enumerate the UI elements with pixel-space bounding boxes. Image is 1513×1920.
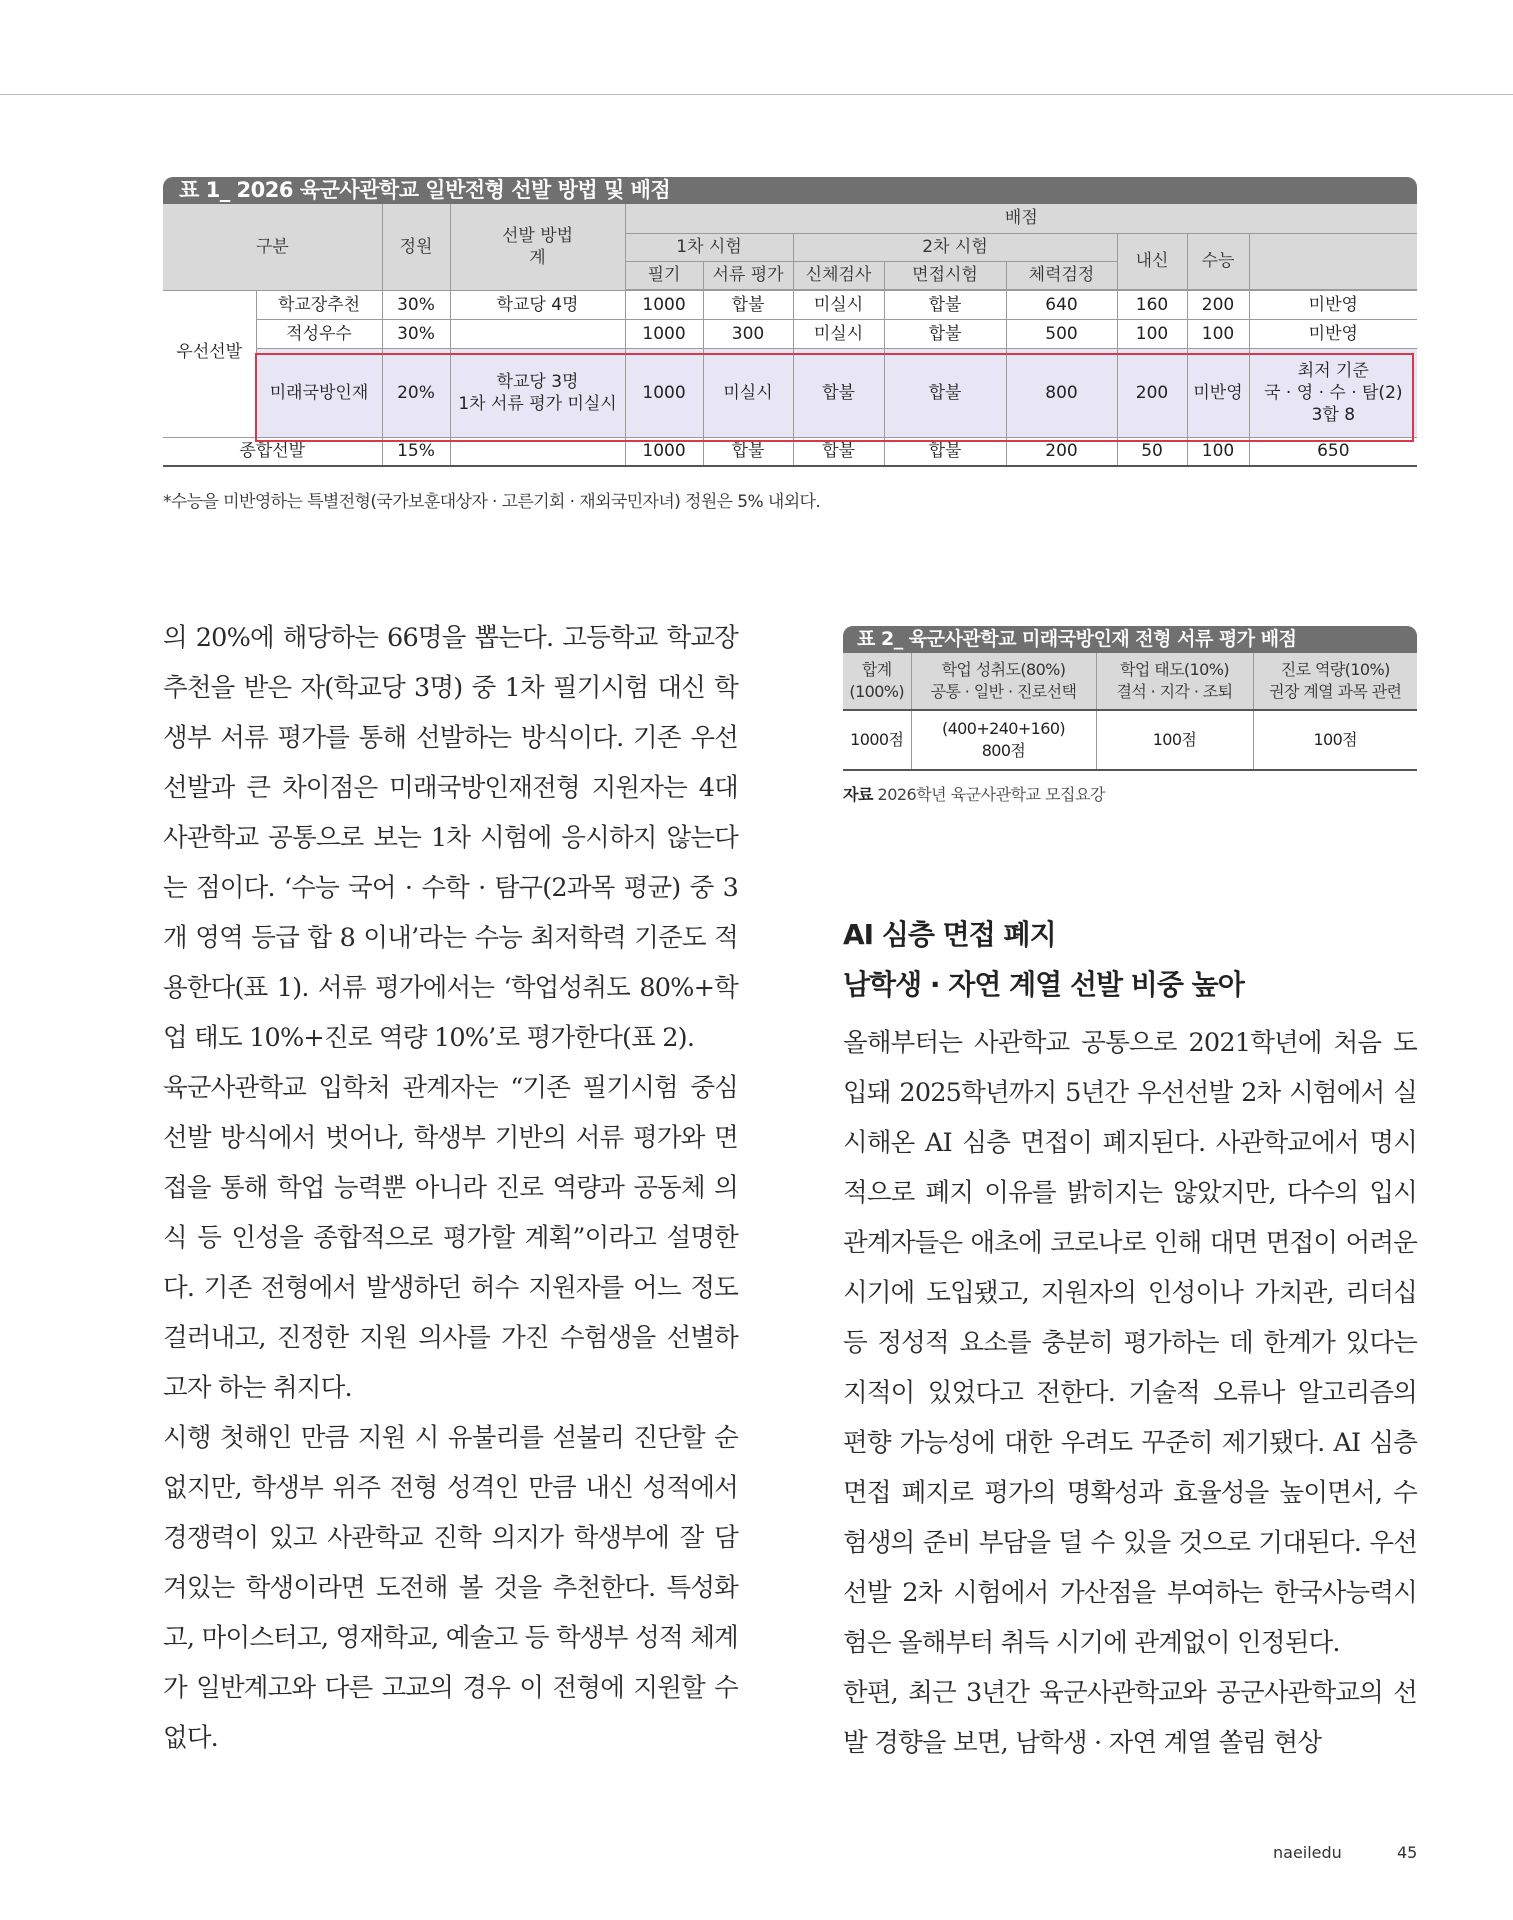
row-name: 미래국방인재 [256,348,382,437]
row-naesin: 200 [1117,348,1187,437]
row-physical: 미실시 [793,290,884,319]
row-extra-line2: 국 · 영 · 수 · 탐(2) [1264,382,1403,403]
row-method: 학교당 4명 [450,290,625,319]
row-physical: 미실시 [793,319,884,348]
row-written: 1000 [625,348,703,437]
t2-header-line2: 권장 계열 과목 관련 [1269,682,1402,701]
row-naesin: 160 [1117,290,1187,319]
row-fitness: 800 [1006,348,1117,437]
row-extra: 650 [1249,437,1417,466]
header-document: 서류 평가 [703,261,793,289]
row-name: 학교장추천 [256,290,382,319]
t2-header-line1: 학업 성취도(80%) [941,660,1066,679]
table-1-title: 표 1_ 2026 육군사관학교 일반전형 선발 방법 및 배점 [163,177,1417,204]
header-written: 필기 [625,261,703,289]
row-extra-line3: 3합 8 [1311,404,1356,425]
t2-header-line1: 합계 [861,660,892,679]
t2-header-line1: 학업 태도(10%) [1120,660,1229,679]
row-written: 1000 [625,319,703,348]
row-quota: 30% [382,290,450,319]
header-naesin: 내신 [1117,233,1187,289]
row-extra [1249,348,1417,437]
row-quota: 15% [382,437,450,466]
header-quota: 정원 [382,204,450,290]
t2-header [1253,653,1417,710]
row-name: 적성우수 [256,319,382,348]
t2-value: 100점 [1096,710,1253,770]
row-quota: 20% [382,348,450,437]
t2-value: 1000점 [843,710,911,770]
row-method [450,437,625,466]
row-document: 합불 [703,437,793,466]
row-extra-line1: 최저 기준 [1297,360,1369,381]
t2-header [911,653,1096,710]
row-fitness: 500 [1006,319,1117,348]
header-method-line2: 계 [529,247,546,268]
section-heading-line2: 남학생 · 자연 계열 선발 비중 높아 [843,968,1244,1001]
row-method [450,319,625,348]
header-first-exam: 1차 시험 [625,233,793,261]
row-suneung: 100 [1187,437,1249,466]
page-number: 45 [1397,1843,1418,1862]
header-second-exam: 2차 시험 [793,233,1117,261]
header-suneung: 수능 [1187,233,1249,289]
row-naesin: 100 [1117,319,1187,348]
header-method-line1: 선발 방법 [501,225,574,246]
header-extra [1249,233,1417,289]
row-interview: 합불 [884,437,1006,466]
row-method [450,348,625,437]
paragraph: 의 20%에 해당하는 66명을 뽑는다. 고등학교 학교장 추천을 받은 자(학교당 3명) 중 1차 필기시험 대신 학생부 서류 평가를 통해 선발하는 방식이다. 기존 우선선발과 큰 차이점은 미래국방인재전형 지원자는 4대 사관학교 공통으로 보는 1차 시험에 응시하지 않는다는 점이다. ‘수능 국어 · 수학 · 탐구(2과목 평균) 중 3개 영역 등급 합 8 이내’라는 수능 최저학력 기준도 적용한다(표 1). 서류 평가에서는 ‘학업성취도 80%+학업 태도 10%+진로 역량 10%’로 평가한다(표 2). [163,623,738,1053]
table-1-grid [163,204,1417,467]
row-method-line1: 학교당 3명 [496,371,579,392]
table-row [163,319,1417,348]
row-interview: 합불 [884,319,1006,348]
t2-value-line1: (400+240+160) [941,719,1066,738]
row-written: 1000 [625,437,703,466]
paragraph: 육군사관학교 입학처 관계자는 “기존 필기시험 중심 선발 방식에서 벗어나, 학생부 기반의 서류 평가와 면접을 통해 학업 능력뿐 아니라 진로 역량과 공동체 의식 등 인성을 종합적으로 평가할 계획”이라고 설명한다. 기존 전형에서 발생하던 허수 지원자를 어느 정도 걸러내고, 진정한 지원 의사를 가진 수험생을 선별하고자 하는 취지다. [163,1073,738,1403]
row-suneung: 100 [1187,319,1249,348]
t2-header [843,653,911,710]
t2-header [1096,653,1253,710]
header-physical: 신체검사 [793,261,884,289]
paragraph: 올해부터는 사관학교 공통으로 2021학년에 처음 도입돼 2025학년까지 5년간 우선선발 2차 시험에서 실시해온 AI 심층 면접이 폐지된다. 사관학교에서 명시적으로 폐지 이유를 밝히지는 않았지만, 다수의 입시 관계자들은 애초에 코로나로 인해 대면 면접이 어려운 시기에 도입됐고, 지원자의 인성이나 가치관, 리더십 등 정성적 요소를 충분히 평가하는 데 한계가 있다는 지적이 있었다고 전한다. 기술적 오류나 알고리즘의 편향 가능성에 대한 우려도 꾸준히 제기됐다. AI 심층 면접 폐지로 평가의 명확성과 효율성을 높이면서, 수험생의 준비 부담을 덜 수 있을 것으로 기대된다. 우선선발 2차 시험에서 가산점을 부여하는 한국사능력시험은 올해부터 취득 시기에 관계없이 인정된다. [843,1028,1417,1658]
left-column [163,613,738,1763]
t2-value: 100점 [1253,710,1417,770]
t2-header-line2: 공통 · 일반 · 진로선택 [930,682,1077,701]
source-label: 자료 [843,785,873,804]
header-category: 구분 [163,204,382,290]
section-heading-line1: AI 심층 면접 폐지 [843,918,1056,951]
row-name: 종합선발 [163,437,382,466]
table-2-title: 표 2_ 육군사관학교 미래국방인재 전형 서류 평가 배점 [843,626,1417,653]
t2-header-line2: 결석 · 지각 · 조퇴 [1116,682,1233,701]
header-score: 배점 [625,204,1417,233]
t2-value-line2: 800점 [981,741,1026,760]
row-suneung: 200 [1187,290,1249,319]
group-label: 우선선발 [163,290,256,437]
source-text: 2026학년 육군사관학교 모집요강 [872,785,1105,804]
row-interview: 합불 [884,290,1006,319]
section-heading [843,910,1244,1010]
t2-value [911,710,1096,770]
row-document: 300 [703,319,793,348]
header-method [450,204,625,290]
table-row-highlight [163,348,1417,437]
row-fitness: 200 [1006,437,1117,466]
table-row [163,290,1417,319]
row-method-line2: 1차 서류 평가 미실시 [458,393,617,414]
row-naesin: 50 [1117,437,1187,466]
table-1 [163,177,1417,467]
row-document: 미실시 [703,348,793,437]
row-fitness: 640 [1006,290,1117,319]
row-extra: 미반영 [1249,290,1417,319]
row-physical: 합불 [793,348,884,437]
row-written: 1000 [625,290,703,319]
table-2 [843,626,1417,771]
paragraph: 한편, 최근 3년간 육군사관학교와 공군사관학교의 선발 경향을 보면, 남학생 · 자연 계열 쏠림 현상 [843,1678,1417,1758]
row-suneung: 미반영 [1187,348,1249,437]
top-rule [0,94,1513,95]
t2-header-line2: (100%) [849,682,905,701]
paragraph: 시행 첫해인 만큼 지원 시 유불리를 섣불리 진단할 순 없지만, 학생부 위주 전형 성격인 만큼 내신 성적에서 경쟁력이 있고 사관학교 진학 의지가 학생부에 잘 담겨있는 학생이라면 도전해 볼 것을 추천한다. 특성화고, 마이스터고, 영재학교, 예술고 등 학생부 성적 체계가 일반계고와 다른 고교의 경우 이 전형에 지원할 수 없다. [163,1423,738,1753]
table-2-grid [843,653,1417,771]
row-interview: 합불 [884,348,1006,437]
header-fitness: 체력검정 [1006,261,1117,289]
right-column [843,1018,1417,1768]
footer-brand: naeiledu [1273,1843,1342,1862]
header-interview: 면접시험 [884,261,1006,289]
row-extra: 미반영 [1249,319,1417,348]
table-row [163,437,1417,466]
table-2-source [843,782,1105,805]
row-physical: 합불 [793,437,884,466]
row-quota: 30% [382,319,450,348]
table-1-note: *수능을 미반영하는 특별전형(국가보훈대상자 · 고른기회 · 재외국민자녀) 정원은 5% 내외다. [163,492,821,512]
t2-header-line1: 진로 역량(10%) [1280,660,1390,679]
row-document: 합불 [703,290,793,319]
